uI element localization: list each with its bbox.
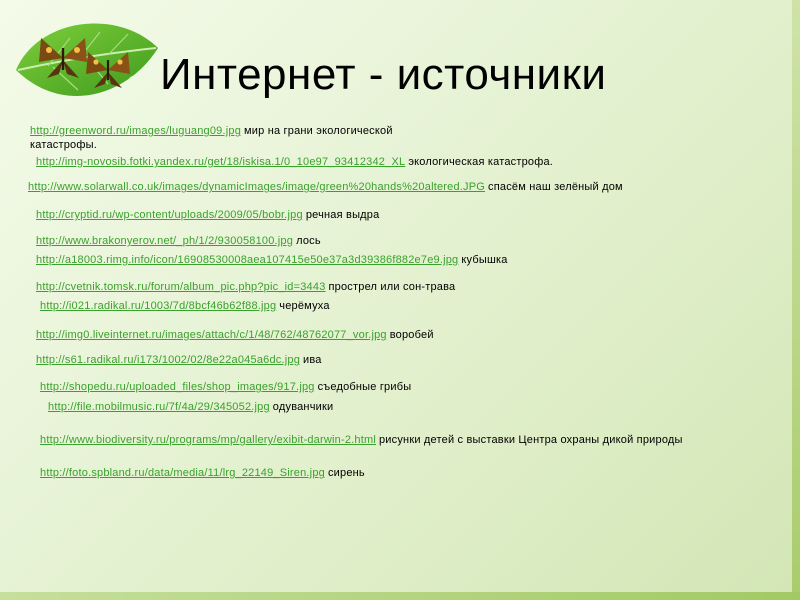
source-description: черёмуха bbox=[279, 300, 330, 312]
source-entry bbox=[36, 155, 553, 169]
source-link[interactable]: http://www.brakonyerov.net/_ph/1/2/930058100.jpg bbox=[36, 235, 294, 247]
source-link[interactable]: http://cvetnik.tomsk.ru/forum/album_pic.php?pic_id=3443 bbox=[36, 281, 326, 293]
source-link[interactable]: http://file.mobilmusic.ru/7f/4a/29/345052.jpg bbox=[48, 401, 270, 413]
source-entry bbox=[40, 299, 330, 313]
source-link[interactable]: http://www.solarwall.co.uk/images/dynamicImages/image/green%20hands%20altered.JPG bbox=[28, 181, 486, 193]
source-entry bbox=[48, 400, 333, 414]
source-description-continued: катастрофы. bbox=[30, 139, 97, 151]
source-description: сирень bbox=[327, 467, 365, 479]
source-description: воробей bbox=[389, 329, 434, 341]
source-description: рисунки детей с выставки Центра охраны дикой природы bbox=[378, 434, 683, 446]
source-description: ива bbox=[303, 354, 322, 366]
source-description: прострел или сон-трава bbox=[328, 281, 456, 293]
source-entry bbox=[36, 234, 321, 248]
source-entry bbox=[36, 328, 434, 342]
source-description: мир на грани экологической bbox=[244, 125, 393, 137]
source-description: кубышка bbox=[461, 254, 508, 266]
source-entry bbox=[36, 353, 322, 367]
source-link[interactable]: http://i021.radikal.ru/1003/7d/8bcf46b62f88.jpg bbox=[40, 300, 277, 312]
source-description: одуванчики bbox=[272, 401, 334, 413]
source-description: речная выдра bbox=[305, 209, 380, 221]
source-entry bbox=[40, 380, 411, 394]
bottom-border bbox=[0, 592, 800, 600]
source-link[interactable]: http://greenword.ru/images/luguang09.jpg bbox=[30, 125, 242, 137]
source-entry bbox=[40, 466, 365, 480]
slide-title: Интернет - источники bbox=[160, 50, 607, 99]
source-entry bbox=[36, 253, 508, 267]
source-entry bbox=[28, 180, 623, 194]
source-link[interactable]: http://shopedu.ru/uploaded_files/shop_images/917.jpg bbox=[40, 381, 315, 393]
source-description: экологическая катастрофа. bbox=[408, 156, 554, 168]
source-link[interactable]: http://www.biodiversity.ru/programs/mp/gallery/exibit-darwin-2.html bbox=[40, 434, 376, 446]
source-link[interactable]: http://img-novosib.fotki.yandex.ru/get/18/iskisa.1/0_10e97_93412342_XL bbox=[36, 156, 406, 168]
source-entry bbox=[36, 280, 455, 294]
source-link[interactable]: http://img0.liveinternet.ru/images/attach/c/1/48/762/48762077_vor.jpg bbox=[36, 329, 387, 341]
source-link[interactable]: http://s61.radikal.ru/i173/1002/02/8e22a045a6dc.jpg bbox=[36, 354, 301, 366]
leaf-butterflies-icon bbox=[8, 8, 168, 128]
source-entry bbox=[36, 208, 379, 222]
source-description: съедобные грибы bbox=[317, 381, 412, 393]
source-entry bbox=[30, 124, 393, 138]
source-link[interactable]: http://foto.spbland.ru/data/media/11/lrg_22149_Siren.jpg bbox=[40, 467, 325, 479]
source-entry bbox=[40, 433, 683, 447]
source-description: спасём наш зелёный дом bbox=[488, 181, 623, 193]
source-link[interactable]: http://a18003.rimg.info/icon/16908530008aea107415e50e37a3d39386f882e7e9.jpg bbox=[36, 254, 459, 266]
source-link[interactable]: http://cryptid.ru/wp-content/uploads/2009/05/bobr.jpg bbox=[36, 209, 303, 221]
source-description: лось bbox=[296, 235, 321, 247]
right-border bbox=[792, 0, 800, 600]
